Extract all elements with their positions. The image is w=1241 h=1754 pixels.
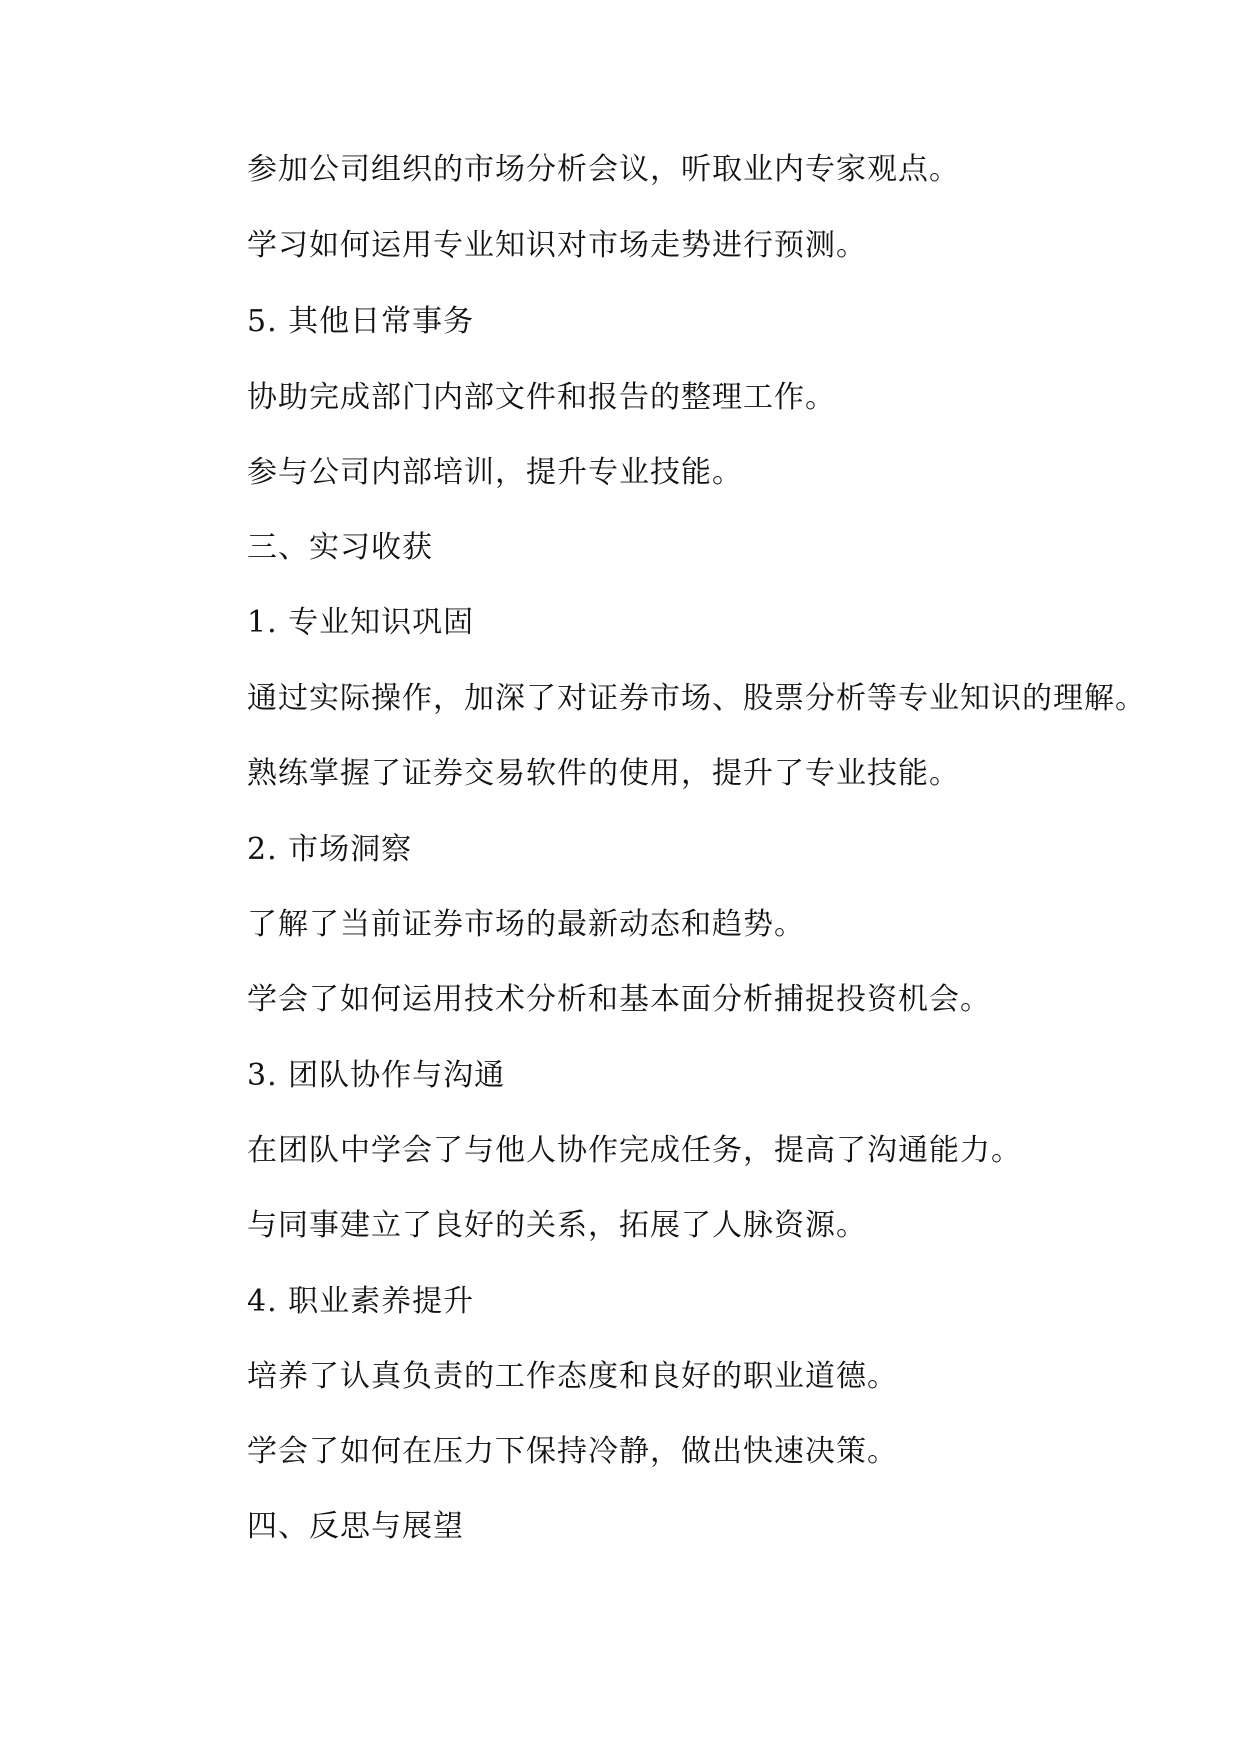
paragraph-pressure-decisions: 学会了如何在压力下保持冷静，做出快速决策。: [247, 1434, 898, 1469]
heading-market-insight: 2. 市场洞察: [247, 832, 413, 867]
section-heading-reflection-outlook: 四、反思与展望: [247, 1509, 464, 1544]
paragraph-team-collaboration: 在团队中学会了与他人协作完成任务，提高了沟通能力。: [247, 1133, 1022, 1168]
paragraph-trading-software: 熟练掌握了证券交易软件的使用，提升了专业技能。: [247, 756, 960, 791]
paragraph-market-trends: 了解了当前证券市场的最新动态和趋势。: [247, 907, 805, 942]
heading-professional-knowledge: 1. 专业知识巩固: [247, 605, 475, 640]
paragraph-colleague-relations: 与同事建立了良好的关系，拓展了人脉资源。: [247, 1208, 867, 1243]
paragraph-document-organization: 协助完成部门内部文件和报告的整理工作。: [247, 380, 836, 415]
heading-professional-quality: 4. 职业素养提升: [247, 1284, 475, 1319]
paragraph-work-attitude: 培养了认真负责的工作态度和良好的职业道德。: [247, 1359, 898, 1394]
paragraph-market-analysis-meeting: 参加公司组织的市场分析会议，听取业内专家观点。: [247, 152, 960, 187]
heading-teamwork-communication: 3. 团队协作与沟通: [247, 1058, 506, 1093]
paragraph-practical-operation: 通过实际操作，加深了对证券市场、股票分析等专业知识的理解。: [247, 681, 1146, 716]
section-heading-internship-gains: 三、实习收获: [247, 530, 433, 565]
paragraph-investment-analysis: 学会了如何运用技术分析和基本面分析捕捉投资机会。: [247, 982, 991, 1017]
heading-other-daily-affairs: 5. 其他日常事务: [247, 304, 475, 339]
paragraph-internal-training: 参与公司内部培训，提升专业技能。: [247, 455, 743, 490]
paragraph-market-forecast: 学习如何运用专业知识对市场走势进行预测。: [247, 228, 867, 263]
